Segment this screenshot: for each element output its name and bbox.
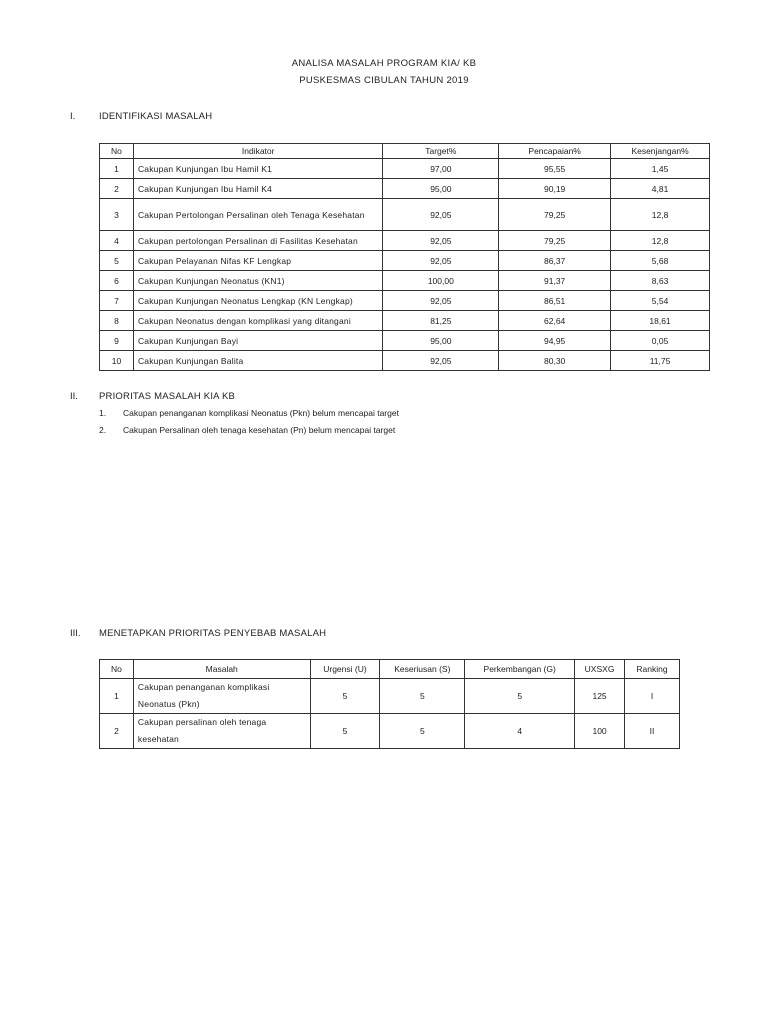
row-number: 3 [100,199,134,231]
column-header: Ranking [625,660,680,679]
achievement-cell: 94,95 [499,331,611,351]
gap-cell: 11,75 [611,351,710,371]
achievement-cell: 79,25 [499,231,611,251]
list-item-text: Cakupan Persalinan oleh tenaga kesehatan (Pn) belum mencapai target [123,425,396,435]
column-header: Urgensi (U) [310,660,380,679]
list-item [99,408,399,418]
row-number: 2 [100,179,134,199]
list-item-number: 2. [99,425,107,435]
document-title: ANALISA MASALAH PROGRAM KIA/ KB [291,58,477,69]
target-cell: 97,00 [383,159,499,179]
section-3-title: MENETAPKAN PRIORITAS PENYEBAB MASALAH [99,628,327,639]
column-header: Keseriusan (S) [380,660,465,679]
problem-cell [133,714,310,749]
ranking-cell: I [625,679,680,714]
indicator-cell: Cakupan pertolongan Persalinan di Fasilitas Kesehatan [133,231,383,251]
indicator-cell: Cakupan Pertolongan Persalinan oleh Tenaga Kesehatan [133,199,383,231]
row-number: 1 [100,679,134,714]
target-cell: 92,05 [383,199,499,231]
indicator-cell: Cakupan Kunjungan Ibu Hamil K1 [133,159,383,179]
target-cell: 95,00 [383,331,499,351]
achievement-cell: 86,51 [499,291,611,311]
table-row [100,199,710,231]
row-number: 10 [100,351,134,371]
target-cell: 92,05 [383,351,499,371]
column-header: Indikator [133,144,383,159]
gap-cell: 18,61 [611,311,710,331]
table-header-row [100,144,710,159]
growth-cell: 4 [465,714,575,749]
indicator-cell: Cakupan Kunjungan Balita [133,351,383,371]
indicator-cell: Cakupan Neonatus dengan komplikasi yang ditangani [133,311,383,331]
problem-line: kesehatan [137,734,179,744]
seriousness-cell: 5 [380,679,465,714]
gap-cell: 5,68 [611,251,710,271]
ranking-cell: II [625,714,680,749]
table-row [100,251,710,271]
achievement-cell: 90,19 [499,179,611,199]
problem-line: Neonatus (Pkn) [137,699,200,709]
table-row [100,311,710,331]
identification-table [99,143,710,371]
column-header: Target% [383,144,499,159]
indicator-cell: Cakupan Kunjungan Neonatus Lengkap (KN Lengkap) [133,291,383,311]
growth-cell: 5 [465,679,575,714]
table-row [100,271,710,291]
section-2-number: II. [70,391,78,402]
column-header: No [100,660,134,679]
list-item-number: 1. [99,408,107,418]
section-1-number: I. [70,111,76,122]
indicator-cell: Cakupan Kunjungan Neonatus (KN1) [133,271,383,291]
indicator-cell: Cakupan Pelayanan Nifas KF Lengkap [133,251,383,271]
gap-cell: 5,54 [611,291,710,311]
list-item [99,425,395,435]
column-header: Kesenjangan% [611,144,710,159]
achievement-cell: 62,64 [499,311,611,331]
achievement-cell: 79,25 [499,199,611,231]
indicator-cell: Cakupan Kunjungan Bayi [133,331,383,351]
table-row [100,679,680,714]
row-number: 7 [100,291,134,311]
problem-line: Cakupan penanganan komplikasi [137,682,270,692]
row-number: 2 [100,714,134,749]
list-item-text: Cakupan penanganan komplikasi Neonatus (Pkn) belum mencapai target [123,408,399,418]
problem-cell [133,679,310,714]
section-3-number: III. [70,628,81,639]
column-header: Perkembangan (G) [465,660,575,679]
problem-line: Cakupan persalinan oleh tenaga [137,717,267,727]
gap-cell: 1,45 [611,159,710,179]
row-number: 5 [100,251,134,271]
gap-cell: 8,63 [611,271,710,291]
table-row [100,331,710,351]
row-number: 1 [100,159,134,179]
priority-table [99,659,680,749]
section-2-title: PRIORITAS MASALAH KIA KB [99,391,236,402]
column-header: Masalah [133,660,310,679]
urgency-cell: 5 [310,679,380,714]
row-number: 4 [100,231,134,251]
column-header: Pencapaian% [499,144,611,159]
uxsxg-cell: 100 [575,714,625,749]
gap-cell: 12,8 [611,231,710,251]
achievement-cell: 80,30 [499,351,611,371]
section-1-title: IDENTIFIKASI MASALAH [99,111,213,122]
achievement-cell: 91,37 [499,271,611,291]
gap-cell: 12,8 [611,199,710,231]
table-row [100,291,710,311]
target-cell: 100,00 [383,271,499,291]
achievement-cell: 86,37 [499,251,611,271]
target-cell: 95,00 [383,179,499,199]
table-row [100,179,710,199]
table-row [100,714,680,749]
target-cell: 92,05 [383,251,499,271]
seriousness-cell: 5 [380,714,465,749]
column-header: UXSXG [575,660,625,679]
uxsxg-cell: 125 [575,679,625,714]
table-row [100,351,710,371]
table-row [100,159,710,179]
table-header-row [100,660,680,679]
gap-cell: 0,05 [611,331,710,351]
achievement-cell: 95,55 [499,159,611,179]
table-row [100,231,710,251]
gap-cell: 4,81 [611,179,710,199]
indicator-cell: Cakupan Kunjungan Ibu Hamil K4 [133,179,383,199]
row-number: 8 [100,311,134,331]
target-cell: 92,05 [383,291,499,311]
row-number: 9 [100,331,134,351]
column-header: No [100,144,134,159]
document-subtitle: PUSKESMAS CIBULAN TAHUN 2019 [299,75,469,86]
target-cell: 92,05 [383,231,499,251]
row-number: 6 [100,271,134,291]
target-cell: 81,25 [383,311,499,331]
urgency-cell: 5 [310,714,380,749]
